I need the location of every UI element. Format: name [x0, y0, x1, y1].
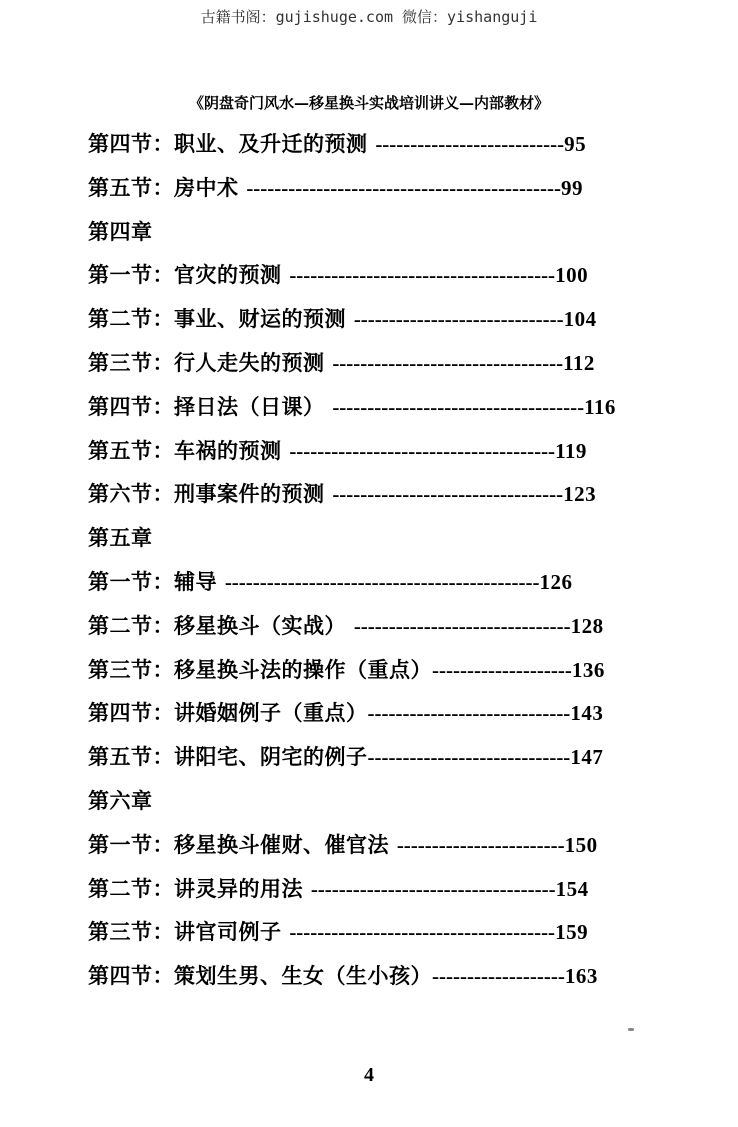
toc-page-number: 100: [555, 263, 589, 288]
toc-page-number: 104: [563, 307, 597, 332]
toc-entry-title: 第四节：择日法（日课）: [88, 393, 333, 419]
toc-page-number: 95: [564, 132, 587, 156]
toc-entry-title: 第四节：讲婚姻例子（重点）: [88, 700, 368, 726]
toc-leader: ---------------------------------: [332, 350, 564, 375]
toc-entry: [88, 297, 688, 341]
toc-page-number: 159: [555, 920, 589, 945]
toc-chapter-title: 第四章: [88, 218, 153, 244]
toc-page-number: 147: [570, 745, 604, 770]
toc-entry: [88, 253, 688, 297]
toc-leader: ------------------------------------: [332, 394, 585, 419]
toc-entry-title: 第三节：讲官司例子: [88, 919, 290, 945]
toc-entry-title: 第一节：官灾的预测: [88, 262, 290, 288]
toc-entry-title: 第五节：房中术: [88, 174, 247, 200]
toc-leader: ---------------------------------: [332, 482, 564, 507]
toc-chapter: [88, 516, 688, 560]
toc-entry: [88, 604, 688, 648]
toc-entry: [88, 735, 688, 779]
toc-entry-title: 第五节：讲阳宅、阴宅的例子: [88, 744, 368, 770]
toc-page-number: 150: [564, 832, 598, 857]
toc-leader: -----------------------------: [367, 701, 571, 726]
toc-leader: --------------------------------------: [289, 438, 556, 463]
toc-entry: [88, 691, 688, 735]
toc-chapter: [88, 210, 688, 254]
toc-page-number: 163: [564, 964, 598, 989]
toc-entry-title: 第一节：辅导: [88, 568, 225, 594]
toc-entry: [88, 560, 688, 604]
toc-page-number: 112: [563, 350, 595, 375]
page-number: 4: [364, 1064, 374, 1086]
toc-entry: [88, 648, 688, 692]
toc-entry-title: 第二节：讲灵异的用法: [88, 875, 311, 901]
toc-chapter: [88, 779, 688, 823]
toc-leader: -------------------: [432, 964, 565, 989]
toc-page-number: 126: [539, 569, 573, 594]
toc-leader: -------------------------------: [353, 613, 571, 638]
toc-entry: [88, 867, 688, 911]
toc-leader: ---------------------------------------------: [246, 175, 562, 200]
toc-chapter-title: 第六章: [88, 787, 153, 813]
toc-entry-title: 第五节：车祸的预测: [88, 437, 290, 463]
toc-entry: [88, 472, 688, 516]
toc-leader: --------------------------------------: [289, 920, 556, 945]
toc-page-number: 116: [584, 394, 616, 419]
toc-page-number: 143: [570, 701, 604, 726]
toc-entry: [88, 341, 688, 385]
toc-leader: -----------------------------: [367, 745, 571, 770]
toc-leader: -----------------------------------: [310, 876, 556, 901]
toc-page-number: 136: [571, 657, 605, 682]
toc-entry: [88, 823, 688, 867]
toc-entry-title: 第四节：职业、及升迁的预测: [88, 131, 376, 156]
toc-chapter-title: 第五章: [88, 525, 153, 551]
toc-entry: [88, 122, 688, 166]
toc-entry-title: 第一节：移星换斗催财、催官法: [88, 831, 397, 857]
toc-entry: [88, 166, 688, 210]
toc-entry: [88, 429, 688, 473]
toc-entry: [88, 910, 688, 954]
toc-page-number: 123: [563, 482, 597, 507]
toc-leader: ---------------------------------------------: [224, 569, 540, 594]
toc-entry-title: 第三节：行人走失的预测: [88, 349, 333, 375]
toc-entry: [88, 954, 688, 998]
toc-entry-title: 第二节：事业、财运的预测: [88, 306, 354, 332]
toc-page-number: 128: [570, 613, 604, 638]
toc-leader: --------------------------------------: [289, 263, 556, 288]
toc-leader: ------------------------------: [353, 307, 564, 332]
toc-page-number: 154: [555, 876, 589, 901]
toc-entry-title: 第四节：策划生男、生女（生小孩）: [88, 963, 432, 989]
scan-speck: [628, 1028, 634, 1031]
toc-entry-title: 第六节：刑事案件的预测: [88, 481, 333, 507]
toc-leader: --------------------: [432, 657, 572, 682]
toc-leader: ------------------------: [396, 832, 565, 857]
toc-entry: [88, 385, 688, 429]
toc-entry-title: 第三节：移星换斗法的操作（重点）: [88, 656, 432, 682]
toc-entry-title: 第二节：移星换斗（实战）: [88, 612, 354, 638]
toc-page-number: 119: [555, 438, 587, 463]
document-title: 《阴盘奇门风水—移星换斗实战培训讲义—内部教材》: [188, 94, 549, 112]
watermark: 古籍书阁：gujishuge.com 微信：yishanguji: [200, 8, 538, 26]
toc-leader: ---------------------------: [375, 132, 565, 156]
table-of-contents: [88, 122, 688, 998]
toc-page-number: 99: [561, 175, 584, 200]
